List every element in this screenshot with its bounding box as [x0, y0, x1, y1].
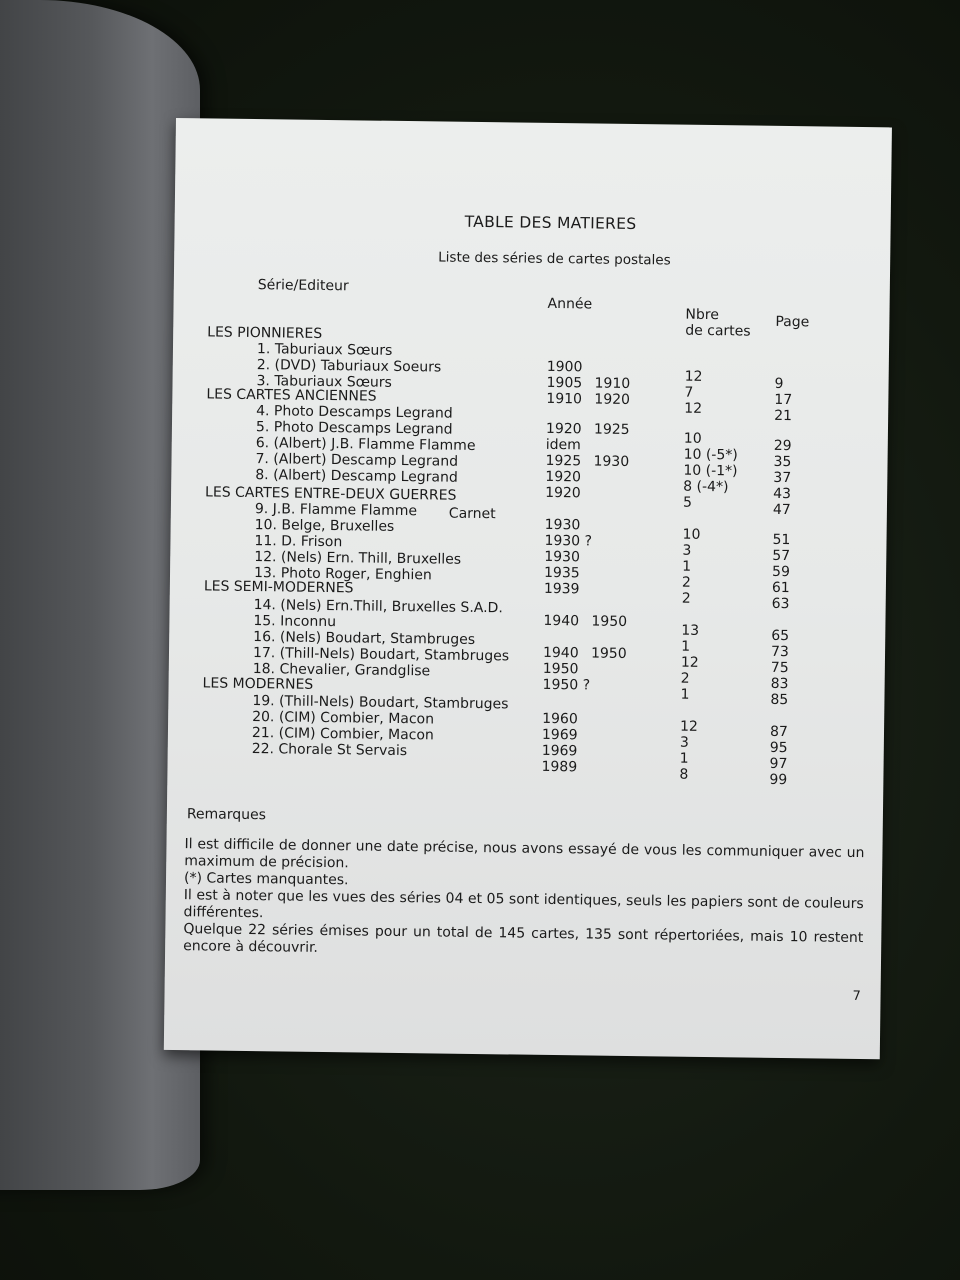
entry-year: 1930 ?: [544, 532, 593, 550]
entry-count: 12: [680, 654, 699, 671]
entry-year: 1930: [544, 548, 581, 566]
entry-count: 10: [682, 526, 701, 543]
entry-page: 59: [772, 563, 791, 581]
entry-page: 85: [770, 691, 789, 709]
entry-page: 63: [771, 595, 790, 613]
remark-paragraph: (*) Cartes manquantes.: [183, 870, 349, 889]
remark-paragraph: Quelque 22 séries émises pour un total de 145 cartes, 135 sont répertoriées, mais 10 restent encore à découvrir.: [183, 921, 864, 956]
entry-year: 1930: [544, 516, 581, 534]
entry-year-end: 1930: [593, 453, 630, 470]
entry-page: 99: [769, 771, 788, 789]
entry-page: 83: [770, 675, 789, 693]
entry-year: 1950 ?: [542, 676, 591, 694]
entry-page: 73: [770, 643, 789, 661]
page-title: TABLE DES MATIERES: [464, 212, 637, 234]
entry-page: 75: [770, 659, 789, 677]
entry-count: 2: [681, 574, 691, 591]
entry-year: 1910: [546, 390, 583, 408]
entry-year: idem: [545, 436, 581, 454]
entry-count: 1: [682, 558, 692, 575]
section-heading: LES SEMI-MODERNES: [203, 578, 354, 597]
entry-year: 1920: [545, 420, 582, 438]
entry-name: 11. D. Frison: [254, 533, 343, 551]
entry-count: 1: [681, 638, 691, 655]
entry-page: 57: [772, 547, 791, 565]
entry-count: 7: [684, 384, 694, 401]
header-nbre: Nbre: [685, 306, 719, 324]
entry-name: 4. Photo Descamps Legrand: [256, 403, 453, 422]
entry-count: 3: [682, 542, 692, 559]
entry-count: 10 (-5*): [683, 446, 738, 464]
entry-year-end: 1925: [593, 421, 630, 438]
entry-count: 5: [682, 494, 693, 511]
header-de-cartes: de cartes: [685, 322, 751, 340]
entry-name: 16. (Nels) Boudart, Stambruges: [253, 629, 476, 648]
entry-count: 3: [679, 734, 689, 751]
entry-name: 14. (Nels) Ern.Thill, Bruxelles S.A.D.: [253, 597, 503, 617]
remark-paragraph: Il est difficile de donner une date précise, nous avons essayé de vous les communiquer avec un maximum de précision.: [184, 836, 865, 872]
entry-year: 1940: [542, 644, 579, 662]
entry-name: 6. (Albert) J.B. Flamme Flamme: [255, 435, 476, 454]
page-subtitle: Liste des séries de cartes postales: [438, 249, 671, 269]
entry-year-end: 1910: [594, 375, 631, 392]
entry-count: 2: [680, 670, 690, 687]
entry-count: 10: [683, 430, 702, 447]
entry-year: 1989: [541, 758, 578, 776]
entry-name: 19. (Thill-Nels) Boudart, Stambruges: [252, 693, 509, 713]
entry-page: 47: [772, 501, 791, 519]
entry-page: 9: [774, 375, 784, 392]
entry-year: 1905: [546, 374, 583, 392]
entry-name: 13. Photo Roger, Enghien: [253, 565, 432, 584]
entry-page: 21: [774, 407, 793, 425]
section-heading: LES CARTES ENTRE-DEUX GUERRES: [204, 484, 457, 504]
entry-year: 1920: [545, 468, 582, 486]
entry-page: 35: [773, 453, 792, 471]
entry-year-end: 1950: [590, 645, 627, 662]
entry-count: 1: [680, 686, 690, 703]
entry-count: 12: [684, 368, 703, 385]
entry-year-end: 1920: [594, 391, 631, 408]
entry-page: 95: [769, 739, 788, 757]
entry-year: 1935: [543, 564, 580, 582]
page-number: 7: [852, 988, 861, 1005]
entry-count: 1: [679, 750, 689, 767]
section-heading: LES PIONNIERES: [207, 324, 323, 342]
entry-year-end: 1950: [591, 613, 628, 630]
entry-year: 1925: [545, 452, 582, 470]
entry-count: 12: [679, 718, 699, 735]
entry-year: 1900: [546, 358, 583, 376]
entry-name: 8. (Albert) Descamp Legrand: [255, 467, 458, 486]
entry-name: 17. (Thill-Nels) Boudart, Stambruges: [252, 645, 510, 665]
entry-year: 1940: [543, 612, 580, 630]
header-serie: Série/Editeur: [257, 277, 349, 295]
entry-page: 65: [771, 627, 790, 645]
entry-name: 12. (Nels) Ern. Thill, Bruxelles: [254, 549, 462, 568]
remarks-heading: Remarques: [186, 806, 267, 824]
entry-page: 51: [772, 531, 791, 549]
entry-count: 8: [679, 766, 689, 783]
entry-year: 1969: [541, 742, 578, 760]
entry-page: 37: [773, 469, 792, 487]
entry-count: 10 (-1*): [683, 462, 738, 480]
entry-page: 43: [773, 485, 792, 503]
entry-page: 97: [769, 755, 788, 773]
entry-page: 17: [774, 391, 793, 409]
entry-count: 12: [684, 400, 703, 417]
entry-name: 15. Inconnu: [253, 613, 337, 631]
entry-year: 1950: [542, 660, 579, 678]
entry-page: 29: [773, 437, 792, 455]
entry-name: 21. (CIM) Combier, Macon: [251, 725, 434, 744]
remark-paragraph: Il est à noter que les vues des séries 04 et 05 sont identiques, seuls les papiers sont de couleurs différentes.: [183, 887, 864, 922]
entry-name: 2. (DVD) Taburiaux Soeurs: [256, 357, 442, 376]
header-annee: Année: [547, 295, 593, 313]
entry-name: 10. Belge, Bruxelles: [254, 517, 395, 535]
entry-name: 22. Chorale St Servais: [251, 741, 408, 760]
entry-year: 1920: [545, 484, 581, 502]
entry-name: 3. Taburiaux Sœurs: [256, 373, 393, 391]
entry-name: 20. (CIM) Combier, Macon: [252, 709, 435, 728]
entry-name: 5. Photo Descamps Legrand: [255, 419, 453, 438]
entry-name: 9. J.B. Flamme Flamme: [254, 501, 418, 520]
entry-page: 61: [771, 579, 790, 597]
header-page: Page: [775, 313, 810, 331]
section-heading: LES CARTES ANCIENNES: [206, 386, 377, 405]
entry-year: 1960: [542, 710, 578, 728]
entry-year: 1969: [541, 726, 578, 744]
entry-name: 1. Taburiaux Sœurs: [256, 341, 393, 359]
entry-count: 8 (-4*): [683, 478, 729, 496]
document-page: [164, 118, 892, 1059]
entry-count: 13: [681, 622, 700, 639]
entry-name: 7. (Albert) Descamp Legrand: [255, 451, 459, 470]
entry-year: 1939: [543, 580, 580, 598]
entry-count: 2: [681, 590, 691, 607]
section-heading: LES MODERNES: [202, 675, 314, 693]
entry-page: 87: [769, 723, 788, 741]
entry-extra: Carnet: [448, 505, 496, 523]
entry-name: 18. Chevalier, Grandglise: [252, 661, 431, 680]
